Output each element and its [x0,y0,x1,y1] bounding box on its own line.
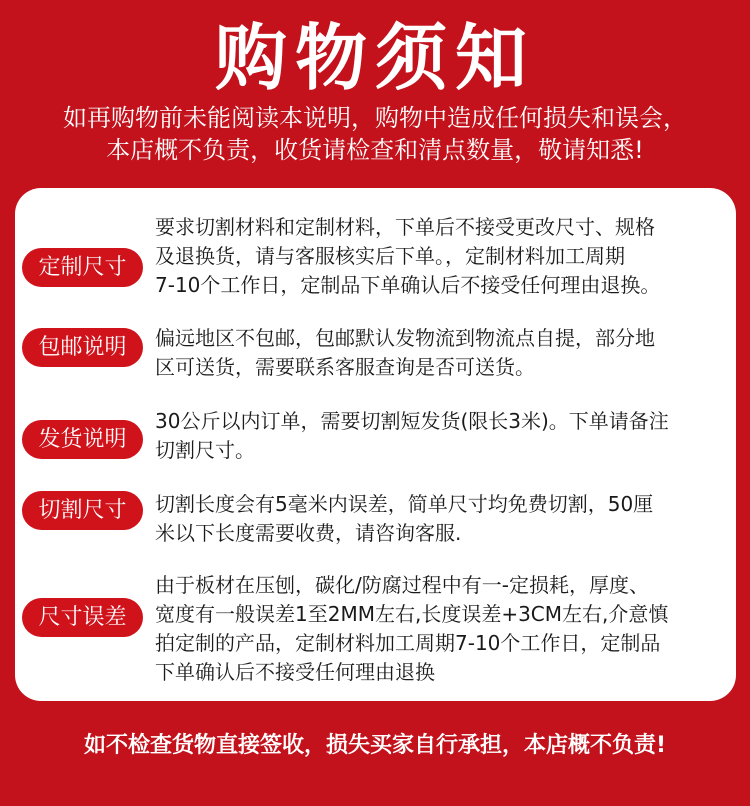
label-badge: 包邮说明 [22,328,143,367]
notice-card [15,188,736,701]
text-line: 及退换货，请与客服核实后下单。，定制材料加工周期 [155,244,625,268]
label-badge: 尺寸误差 [22,598,143,637]
text-line: 偏远地区不包邮，包邮默认发物流到物流点自提，部分地 [155,326,655,350]
label-badge: 定制尺寸 [22,248,143,287]
text-line: 区可送货，需要联系客服查询是否可送货。 [155,355,535,379]
item-text [155,324,731,382]
intro-line: 本店概不负责，收货请检查和清点数量，敬请知悉! [106,136,644,164]
text-line: 30公斤以内订单，需要切割短发货(限长3米)。下单请备注 [155,409,669,433]
intro-line: 如再购物前未能阅读本说明，购物中造成任何损失和误会， [63,104,687,132]
item-text [155,407,731,465]
item-text [155,490,731,548]
item-text [155,213,731,300]
footer-disclaimer: 如不检查货物直接签收，损失买家自行承担，本店概不负责! [83,733,667,758]
text-line: 由于板材在压刨，碳化/防腐过程中有一-定损耗，厚度、 [155,573,649,597]
text-line: 要求切割材料和定制材料，下单后不接受更改尺寸、规格 [155,215,655,239]
label-badge: 发货说明 [22,420,143,459]
text-line: 下单确认后不接受任何理由退换 [155,660,435,684]
text-line: 拍定制的产品，定制材料加工周期7-10个工作日，定制品 [155,631,661,655]
text-line: 切割长度会有5毫米内误差，简单尺寸均免费切割，50厘 [155,492,654,516]
label-badge: 切割尺寸 [22,491,143,530]
text-line: 7-10个工作日，定制品下单确认后不接受任何理由退换。 [155,273,661,297]
intro-notice [0,102,750,166]
text-line: 宽度有一般误差1至2MM左右,长度误差+3CM左右,介意慎 [155,602,669,626]
page-title: 购物须知 [214,16,535,100]
item-text [155,571,731,687]
text-line: 米以下长度需要收费，请咨询客服. [155,521,462,545]
text-line: 切割尺寸。 [155,438,255,462]
